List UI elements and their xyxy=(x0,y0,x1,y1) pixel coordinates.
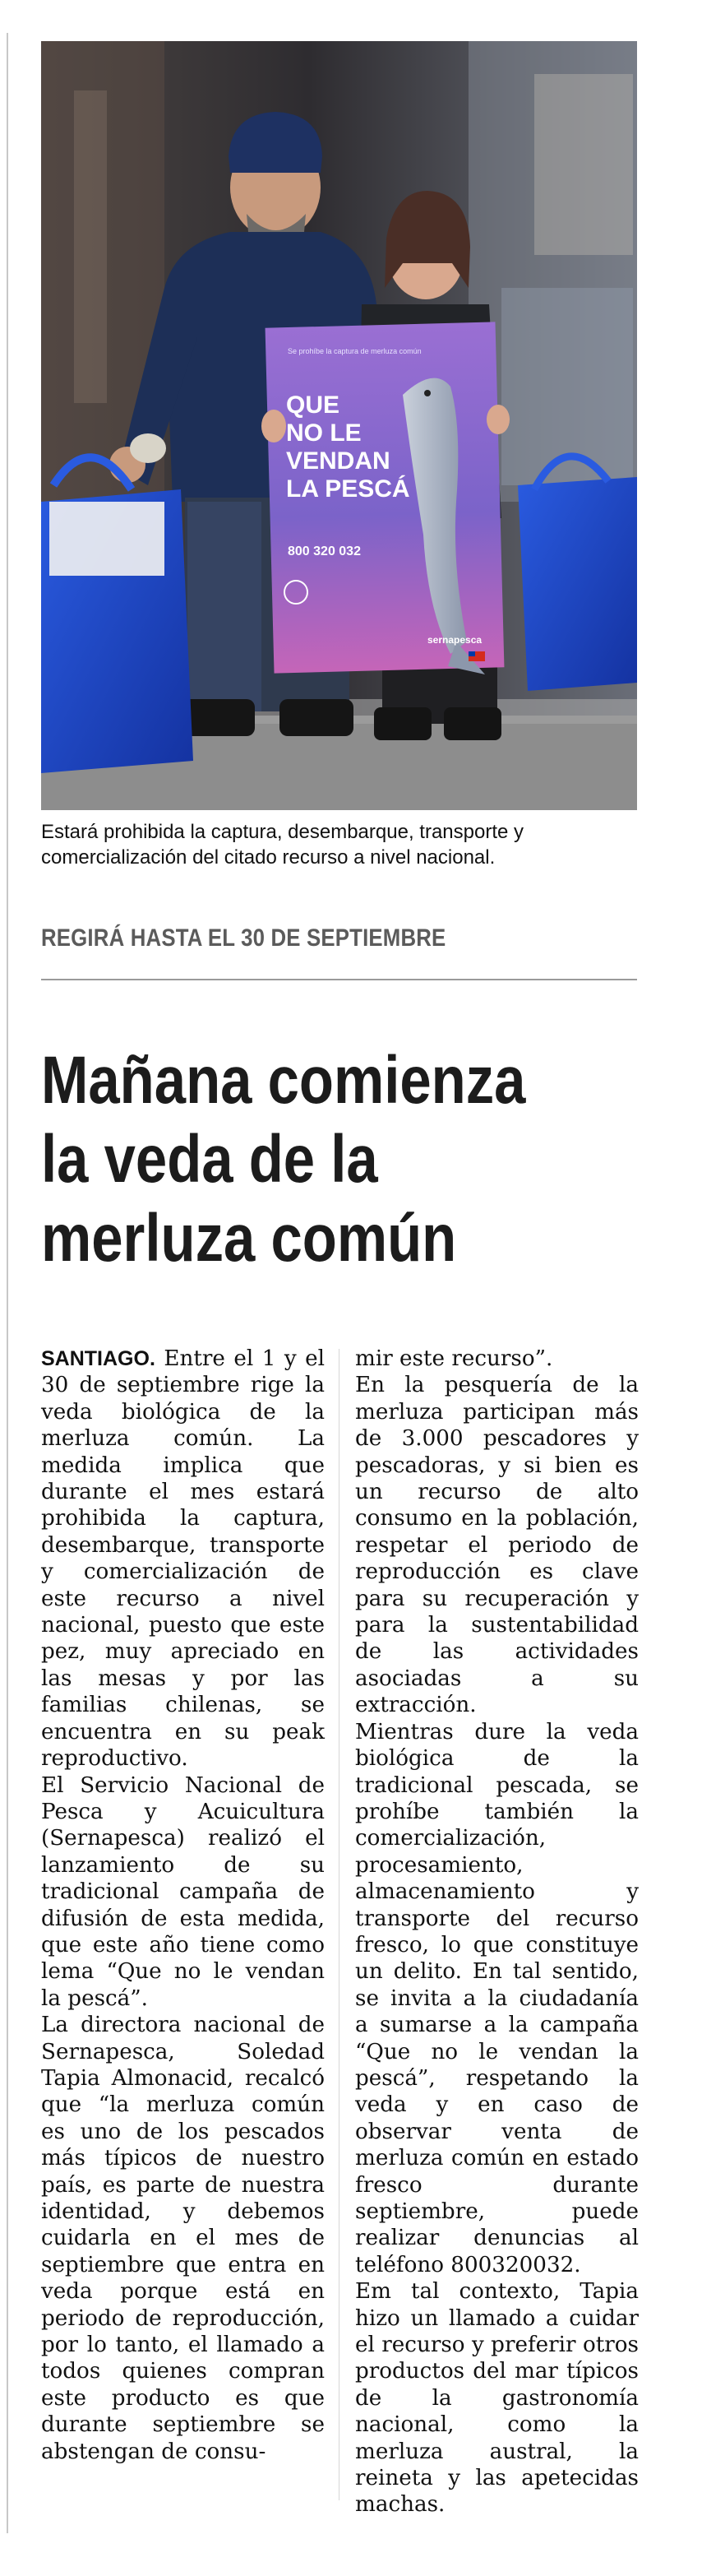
poster-phone: 800 320 032 xyxy=(288,544,361,558)
article-paragraph: La directora nacional de Sernapesca, Soledad Tapia Almonacid, recalcó que “la merluza común es uno de los pescados más típicos de nuestro país, es parte de nuestra identidad, y debemos cuidarla en el mes de septiembre que entra en veda porque está en periodo de reproducción, por lo tanto, el llamado a todos quienes compran este producto es que durante septiembre se abstengan de consu- xyxy=(41,2013,325,2464)
kicker: REGIRÁ HASTA EL 30 DE SEPTIEMBRE xyxy=(41,924,446,952)
article-paragraph: Em tal contexto, Tapia hizo un llamado a cuidar el recurso y preferir otros productos del mar típicos de la gastronomía nacional, como la merluza austral, la reineta y las apetecidas machas. xyxy=(355,2279,639,2518)
article-paragraph: El Servicio Nacional de Pesca y Acuicultura (Sernapesca) realizó el lanzamiento de su tradicional campaña de difusión de esta medida, que este año tiene como lema “Que no le vendan la pescá”. xyxy=(41,1772,325,2011)
market-photo-illustration xyxy=(41,41,637,810)
poster-line-2: NO LE xyxy=(286,419,362,447)
poster-brand: sernapesca xyxy=(427,634,483,646)
article-paragraph: mir este recurso”. xyxy=(355,1346,553,1371)
article-paragraph xyxy=(41,1346,325,1772)
page-margin-rule xyxy=(7,33,8,2533)
dateline: SANTIAGO. xyxy=(41,1347,155,1370)
photo-caption: Estará prohibida la captura, desembarque, transporte y comercialización del citado recurso a nivel nacional. xyxy=(41,821,524,869)
campaign-poster xyxy=(266,322,505,674)
article-paragraph: Mientras dure la veda biológica de la tradicional pescada, se prohíbe también la comercialización, procesamiento, almacenamiento y transporte del recurso fresco, lo que constituye un delito. En tal sentido, se invita a la ciudadanía a sumarse a la campaña “Que no le vendan la pescá”, respetando la veda y en caso de observar venta de merluza común en estado fresco durante septiembre, puede realizar denuncias al teléfono 800320032. xyxy=(355,1719,639,2277)
article-column-left xyxy=(41,1346,325,2465)
poster-line-1: QUE xyxy=(286,391,340,419)
poster-line-4: LA PESCÁ xyxy=(286,475,410,503)
kicker-divider xyxy=(41,979,637,980)
paragraph-text: Entre el 1 y el 30 de septiembre rige la veda biológica de la merluza común. La medida implica que durante el mes estará prohibida la captura, desembarque, transporte y comercialización de este recurso a nivel nacional, puesto que este pez, muy apreciado en las mesas y por las familias chilenas, se encuentra en su peak reproductivo. xyxy=(41,1346,325,1772)
news-photo xyxy=(41,41,637,810)
article-column-right xyxy=(355,1346,639,2518)
article-paragraph: En la pesquería de la merluza participan más de 3.000 pescadores y pescadoras, y si bien es un recurso de alto consumo en la población, respetar el periodo de reproducción es clave para su recuperación y para la sustentabilidad de las actividades asociadas a su extracción. xyxy=(355,1373,639,1718)
poster-line-3: VENDAN xyxy=(286,447,390,475)
headline: Mañana comienza la veda de la merluza común xyxy=(41,1043,526,1276)
poster-top-line: Se prohíbe la captura de merluza común xyxy=(288,347,422,355)
